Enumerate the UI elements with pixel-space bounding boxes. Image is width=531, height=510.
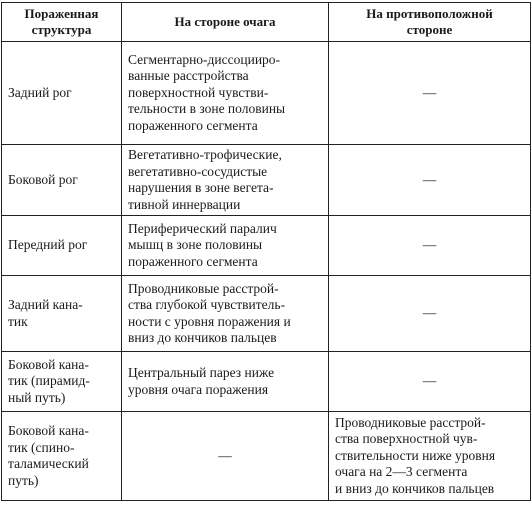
- opposite-side-cell: [329, 42, 531, 145]
- same-side-line: поверхностной чувстви-: [128, 84, 269, 100]
- table-body: [2, 42, 531, 501]
- opposite-side-cell: [329, 145, 531, 216]
- opposite-side-line: очага на 2—3 сегмента: [335, 464, 468, 480]
- opposite-side-cell: [329, 412, 531, 501]
- opposite-side-cell: [329, 216, 531, 276]
- header-same-side: [122, 3, 329, 42]
- same-side-cell: [122, 42, 329, 145]
- structure-cell: [2, 216, 122, 276]
- structure-line: ный путь): [8, 389, 66, 405]
- table-row: [2, 352, 531, 412]
- same-side-line: тивной иннервации: [128, 196, 241, 212]
- table-row: [2, 216, 531, 276]
- structure-cell: [2, 412, 122, 501]
- header-row: [2, 3, 531, 42]
- same-side-cell: [122, 216, 329, 276]
- opposite-side-line: —: [422, 84, 437, 100]
- opposite-side-line: —: [422, 237, 437, 253]
- header-same-side-line: На стороне очага: [174, 14, 276, 29]
- same-side-line: Центральный парез ниже: [128, 365, 275, 380]
- structure-line: Боковой кана-: [8, 423, 89, 438]
- opposite-side-line: и вниз до кончиков пальцев: [335, 480, 495, 496]
- table-row: [2, 42, 531, 145]
- header-opposite-side: [329, 3, 531, 42]
- structure-line: Задний рог: [8, 84, 72, 100]
- same-side-cell: [122, 412, 329, 501]
- table-row: [2, 412, 531, 501]
- same-side-line: Вегетативно-трофические,: [128, 147, 282, 162]
- structure-cell: [2, 276, 122, 352]
- same-side-cell: [122, 352, 329, 412]
- structure-line: таламический: [8, 456, 89, 471]
- same-side-line: нарушения в зоне вегета-: [128, 180, 274, 195]
- same-side-line: ности с уровня поражения и: [128, 313, 291, 329]
- opposite-side-line: —: [422, 171, 437, 187]
- table-row: [2, 145, 531, 216]
- same-side-line: ванные расстройства: [128, 68, 249, 84]
- structure-line: Боковой рог: [8, 171, 78, 187]
- same-side-line: Проводниковые расстрой-: [128, 280, 279, 296]
- opposite-side-cell: [329, 276, 531, 352]
- structure-line: тик: [8, 313, 28, 329]
- same-side-line: пораженного сегмента: [128, 117, 258, 133]
- structure-cell: [2, 352, 122, 412]
- opposite-side-line: Проводниковые расстрой-: [335, 414, 486, 430]
- structure-line: Передний рог: [8, 237, 88, 253]
- same-side-cell: [122, 145, 329, 216]
- table-header: [2, 3, 531, 42]
- same-side-line: пораженного сегмента: [128, 253, 258, 269]
- structure-line: путь): [8, 472, 39, 488]
- same-side-line: Сегментарно-диссоцииро-: [128, 51, 281, 67]
- same-side-line: —: [218, 447, 232, 463]
- opposite-side-line: ства поверхностной чув-: [335, 431, 478, 447]
- same-side-line: вегетативно-сосудистые: [128, 163, 268, 179]
- lesion-table: [1, 2, 531, 501]
- structure-line: Боковой кана-: [8, 356, 89, 372]
- same-side-line: уровня очага поражения: [128, 381, 269, 397]
- same-side-line: мышц в зоне половины: [128, 237, 263, 253]
- header-opposite-side-line: На противоположной: [366, 6, 493, 21]
- header-structure: [2, 3, 122, 42]
- opposite-side-line: —: [422, 373, 437, 389]
- structure-cell: [2, 42, 122, 145]
- structure-line: тик (спино-: [8, 439, 75, 455]
- same-side-line: вниз до кончиков пальцев: [128, 330, 277, 345]
- table-row: [2, 276, 531, 352]
- header-structure-line: Пораженная: [24, 6, 99, 21]
- opposite-side-line: —: [422, 305, 437, 321]
- structure-line: тик (пирамид-: [8, 373, 90, 389]
- header-structure-line: структура: [31, 22, 92, 37]
- same-side-cell: [122, 276, 329, 352]
- structure-cell: [2, 145, 122, 216]
- opposite-side-line: ствительности ниже уровня: [335, 447, 496, 463]
- same-side-line: ства глубокой чувствитель-: [128, 297, 286, 312]
- opposite-side-cell: [329, 352, 531, 412]
- same-side-line: Периферический паралич: [128, 220, 277, 236]
- header-opposite-side-line: стороне: [406, 22, 453, 37]
- structure-line: Задний кана-: [8, 297, 83, 312]
- same-side-line: тельности в зоне половины: [128, 101, 286, 117]
